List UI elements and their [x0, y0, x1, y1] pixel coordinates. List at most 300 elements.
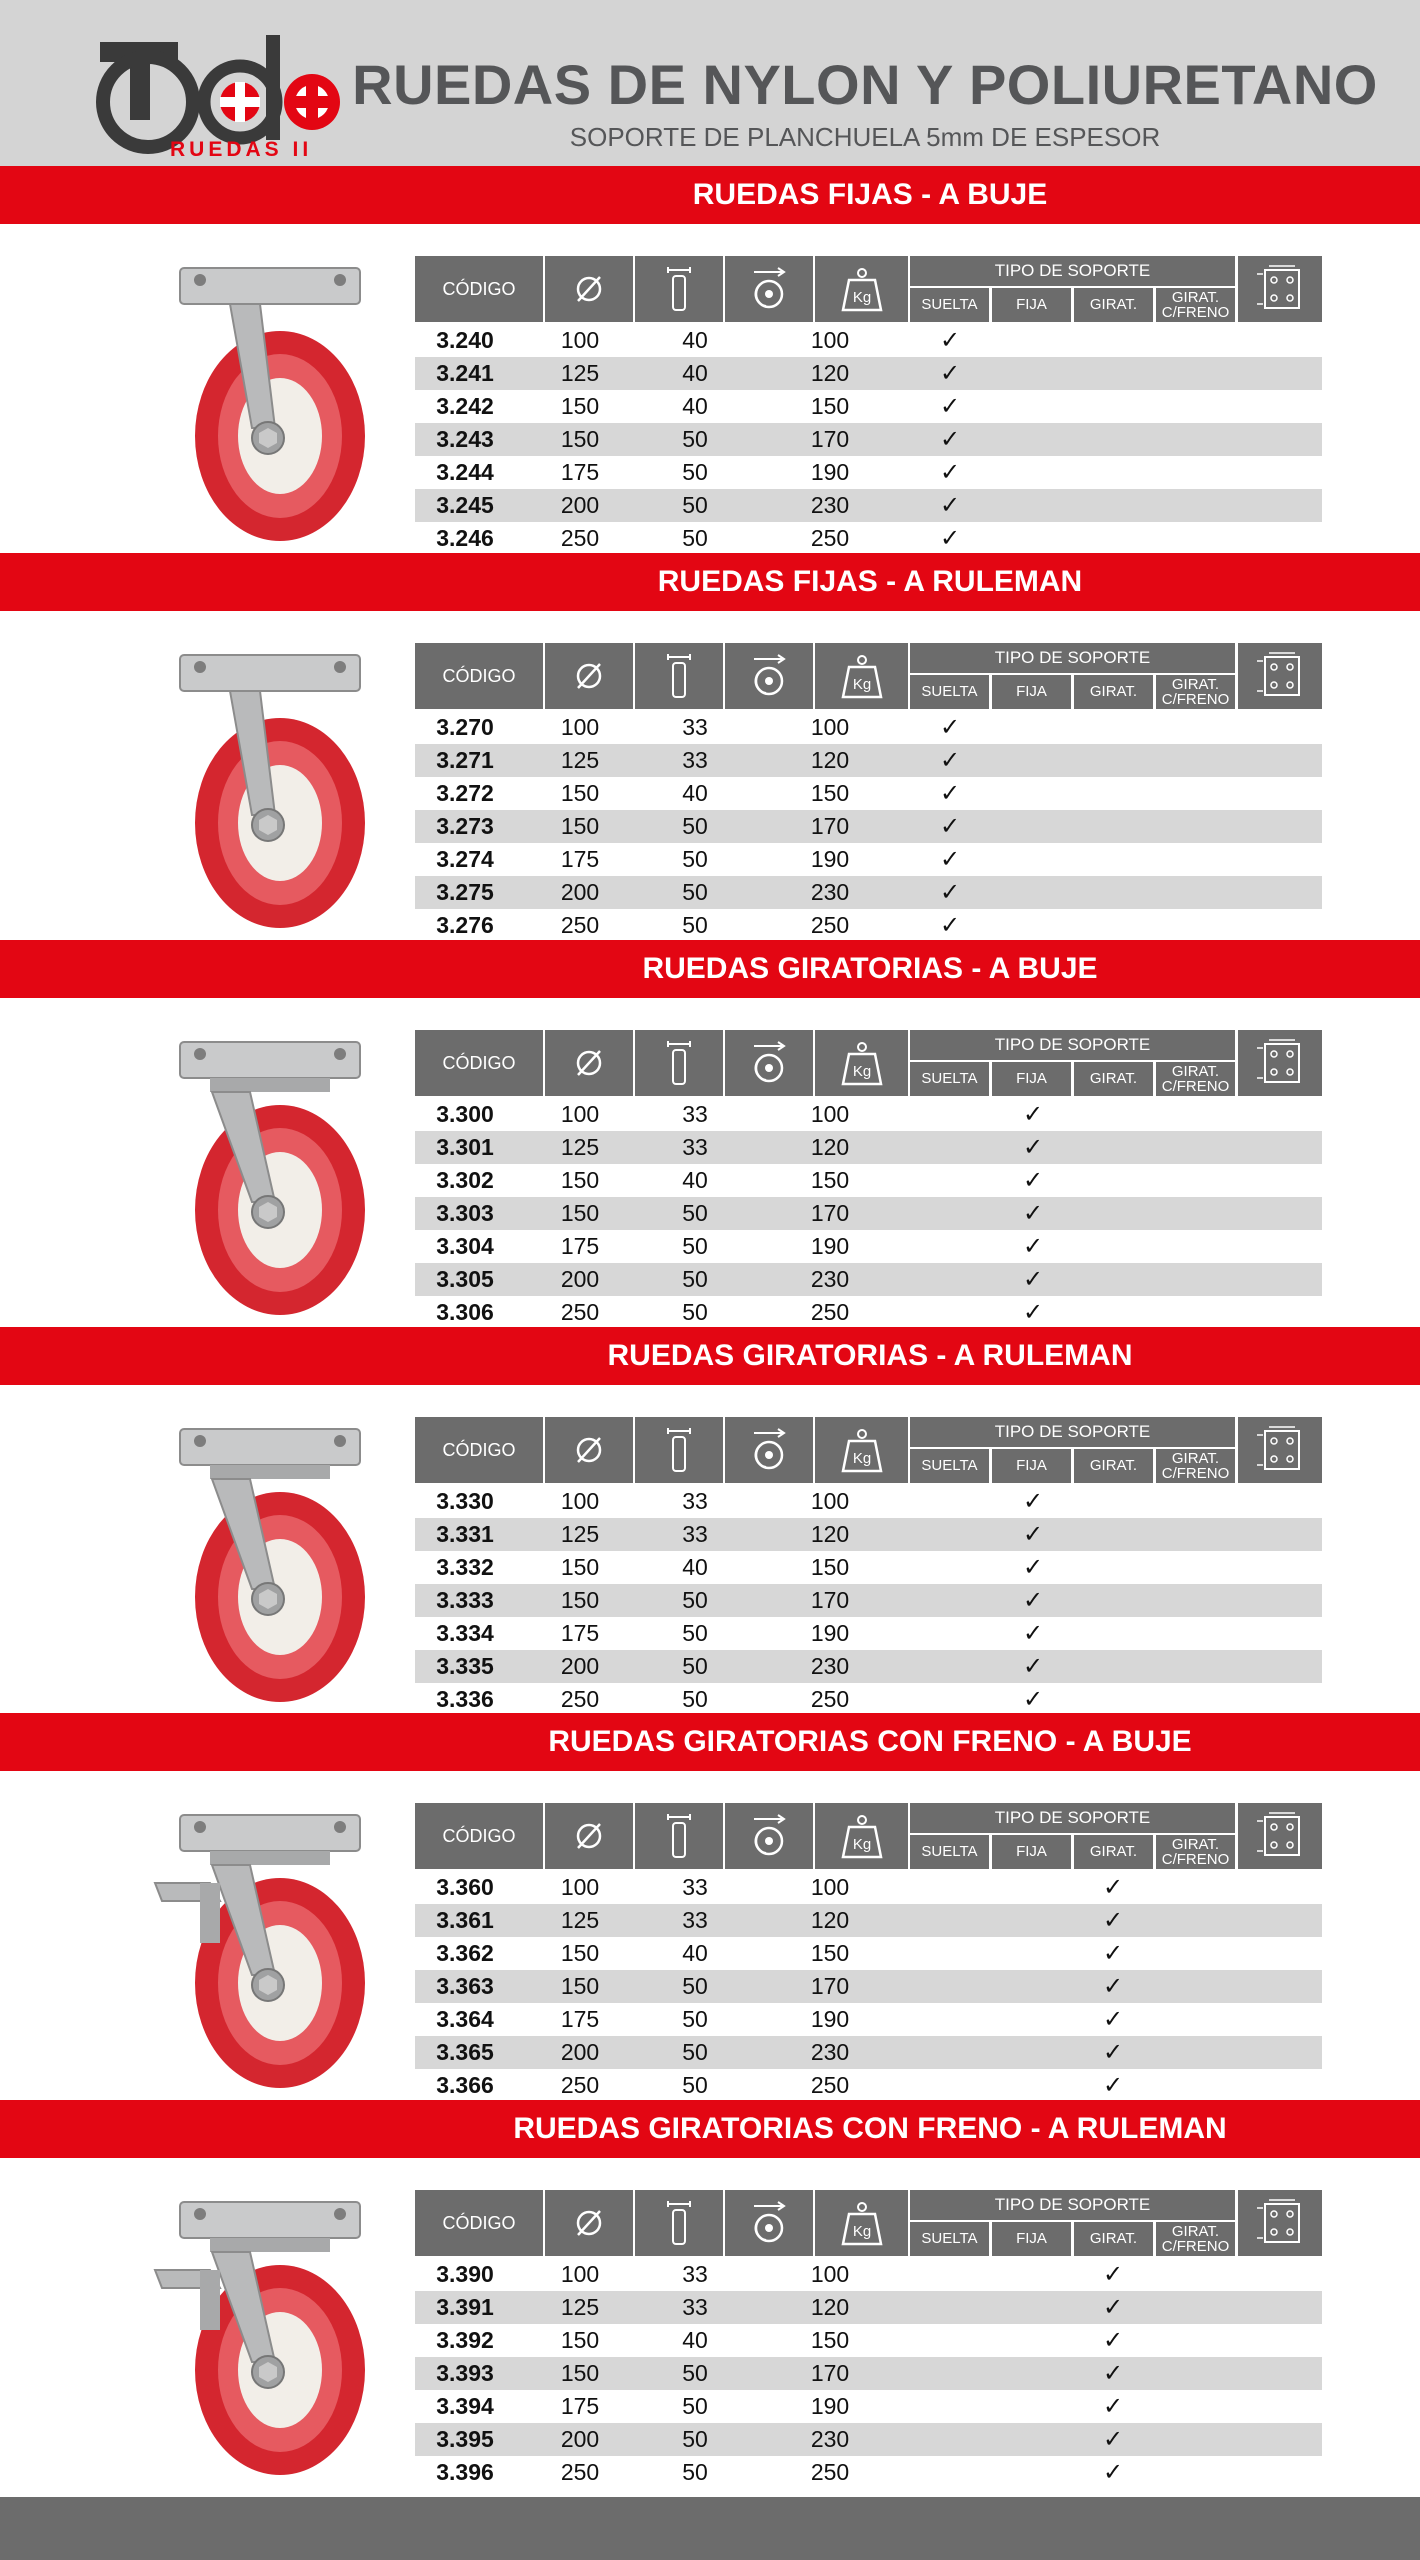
table-row — [415, 1871, 1322, 1904]
caster-wheel-image — [140, 2192, 400, 2482]
cell-support-check: ✓ — [1102, 2393, 1124, 2420]
cell-width: 50 — [682, 1299, 708, 1325]
header-girat-freno: GIRAT. C/FRENO — [1156, 1449, 1235, 1483]
header-width — [635, 643, 723, 709]
cell-width: 33 — [682, 1101, 708, 1127]
cell-weight: 230 — [810, 1266, 850, 1292]
section-title: RUEDAS GIRATORIAS - A RULEMAN — [607, 1339, 1133, 1372]
header-fija: FIJA — [992, 1449, 1071, 1483]
page-subtitle: SOPORTE DE PLANCHUELA 5mm DE ESPESOR — [569, 122, 1161, 152]
header-diameter — [545, 1030, 633, 1096]
page-footer — [0, 2497, 1420, 2560]
cell-codigo: 3.392 — [436, 2327, 494, 2353]
table-row — [415, 1650, 1322, 1683]
header-codigo: CÓDIGO — [415, 1803, 543, 1869]
table-row — [415, 2324, 1322, 2357]
cell-diameter: 175 — [560, 459, 600, 485]
rolling-icon — [744, 2198, 794, 2248]
header-rolling — [725, 256, 813, 322]
header-suelta: SUELTA — [910, 288, 989, 322]
header-plate — [1238, 1417, 1322, 1483]
cell-weight: 150 — [810, 1940, 850, 1966]
width-icon — [654, 651, 704, 701]
width-icon — [654, 1038, 704, 1088]
cell-support-check: ✓ — [939, 459, 961, 486]
cell-codigo: 3.244 — [436, 459, 494, 485]
cell-width: 50 — [682, 525, 708, 551]
cell-weight: 190 — [810, 459, 850, 485]
header-plate — [1238, 1030, 1322, 1096]
svg-text:Kg: Kg — [852, 1836, 871, 1853]
cell-weight: 120 — [810, 1907, 850, 1933]
plate-icon — [1255, 1811, 1305, 1861]
rolling-icon — [744, 1811, 794, 1861]
svg-text:Kg: Kg — [852, 1450, 871, 1467]
width-icon — [654, 264, 704, 314]
rolling-icon — [744, 1425, 794, 1475]
weight-icon — [837, 2198, 887, 2248]
cell-weight: 190 — [810, 2393, 850, 2419]
header-width — [635, 1803, 723, 1869]
section-title: RUEDAS GIRATORIAS CON FRENO - A BUJE — [548, 1725, 1192, 1758]
table-row — [415, 2423, 1322, 2456]
header-fija: FIJA — [992, 675, 1071, 709]
cell-width: 50 — [682, 426, 708, 452]
header-weight — [815, 2190, 908, 2256]
header-girat-freno: GIRAT. C/FRENO — [1156, 1062, 1235, 1096]
cell-width: 33 — [682, 1134, 708, 1160]
cell-codigo: 3.361 — [436, 1907, 494, 1933]
cell-weight: 100 — [810, 1488, 850, 1514]
cell-support-check: ✓ — [1102, 2006, 1124, 2033]
cell-diameter: 250 — [560, 1299, 600, 1325]
cell-width: 50 — [682, 1686, 708, 1712]
logo-subtext: RUEDAS II — [170, 138, 313, 160]
cell-weight: 120 — [810, 360, 850, 386]
table-row — [415, 2357, 1322, 2390]
cell-diameter: 150 — [560, 1940, 600, 1966]
cell-support-check: ✓ — [939, 813, 961, 840]
table-row — [415, 1937, 1322, 1970]
diameter-icon — [564, 2198, 614, 2248]
cell-support-check: ✓ — [1022, 1488, 1044, 1515]
cell-diameter: 100 — [560, 1488, 600, 1514]
header-rolling — [725, 643, 813, 709]
cell-weight: 100 — [810, 327, 850, 353]
cell-width: 40 — [682, 780, 708, 806]
cell-width: 50 — [682, 1587, 708, 1613]
cell-codigo: 3.303 — [436, 1200, 494, 1226]
cell-width: 50 — [682, 846, 708, 872]
cell-width: 50 — [682, 1266, 708, 1292]
header-diameter — [545, 1417, 633, 1483]
table-row — [415, 1230, 1322, 1263]
table-row — [415, 1551, 1322, 1584]
cell-weight: 230 — [810, 1653, 850, 1679]
cell-support-check: ✓ — [1022, 1521, 1044, 1548]
header-rolling — [725, 1030, 813, 1096]
table-row — [415, 1970, 1322, 2003]
header-weight — [815, 1030, 908, 1096]
cell-support-check: ✓ — [1102, 2072, 1124, 2099]
table-row — [415, 777, 1322, 810]
table-row — [415, 1904, 1322, 1937]
cell-weight: 170 — [810, 1587, 850, 1613]
cell-support-check: ✓ — [1022, 1233, 1044, 1260]
cell-width: 33 — [682, 747, 708, 773]
cell-width: 33 — [682, 1907, 708, 1933]
cell-support-check: ✓ — [1022, 1200, 1044, 1227]
cell-weight: 100 — [810, 1101, 850, 1127]
cell-width: 40 — [682, 360, 708, 386]
cell-support-check: ✓ — [939, 714, 961, 741]
header-suelta: SUELTA — [910, 2222, 989, 2256]
header-weight — [815, 643, 908, 709]
cell-width: 40 — [682, 1940, 708, 1966]
cell-diameter: 150 — [560, 1554, 600, 1580]
cell-diameter: 250 — [560, 912, 600, 938]
header-tipo-soporte: TIPO DE SOPORTE — [910, 1803, 1235, 1833]
cell-support-check: ✓ — [1102, 2294, 1124, 2321]
cell-diameter: 150 — [560, 813, 600, 839]
table-row — [415, 1485, 1322, 1518]
header-fija: FIJA — [992, 288, 1071, 322]
section-title-band — [0, 1713, 1420, 1771]
cell-weight: 150 — [810, 2327, 850, 2353]
header-tipo-soporte: TIPO DE SOPORTE — [910, 643, 1235, 673]
table-row — [415, 876, 1322, 909]
diameter-icon — [564, 1038, 614, 1088]
header-weight — [815, 1417, 908, 1483]
cell-codigo: 3.304 — [436, 1233, 494, 1259]
cell-codigo: 3.362 — [436, 1940, 494, 1966]
cell-weight: 250 — [810, 1299, 850, 1325]
cell-diameter: 250 — [560, 2072, 600, 2098]
table-row — [415, 1098, 1322, 1131]
cell-width: 33 — [682, 2261, 708, 2287]
cell-diameter: 175 — [560, 846, 600, 872]
cell-support-check: ✓ — [1022, 1266, 1044, 1293]
cell-support-check: ✓ — [939, 912, 961, 939]
header-diameter — [545, 2190, 633, 2256]
cell-weight: 230 — [810, 2426, 850, 2452]
width-icon — [654, 2198, 704, 2248]
cell-codigo: 3.363 — [436, 1973, 494, 1999]
cell-codigo: 3.330 — [436, 1488, 494, 1514]
cell-codigo: 3.394 — [436, 2393, 494, 2419]
header-tipo-soporte: TIPO DE SOPORTE — [910, 2190, 1235, 2220]
header-width — [635, 1030, 723, 1096]
cell-width: 50 — [682, 1973, 708, 1999]
section-4 — [0, 1327, 1420, 1715]
cell-diameter: 150 — [560, 2360, 600, 2386]
table-row — [415, 1131, 1322, 1164]
cell-codigo: 3.305 — [436, 1266, 494, 1292]
cell-support-check: ✓ — [939, 492, 961, 519]
diameter-icon — [564, 1811, 614, 1861]
cell-diameter: 100 — [560, 1101, 600, 1127]
cell-diameter: 125 — [560, 360, 600, 386]
table-row — [415, 2258, 1322, 2291]
table-row — [415, 810, 1322, 843]
width-icon — [654, 1811, 704, 1861]
cell-weight: 170 — [810, 426, 850, 452]
table-row — [415, 711, 1322, 744]
cell-codigo: 3.360 — [436, 1874, 494, 1900]
cell-width: 33 — [682, 714, 708, 740]
cell-width: 50 — [682, 2039, 708, 2065]
cell-diameter: 150 — [560, 1200, 600, 1226]
cell-width: 50 — [682, 1653, 708, 1679]
cell-codigo: 3.302 — [436, 1167, 494, 1193]
cell-diameter: 100 — [560, 2261, 600, 2287]
table-body — [415, 711, 1322, 942]
cell-weight: 230 — [810, 492, 850, 518]
cell-support-check: ✓ — [939, 360, 961, 387]
cell-codigo: 3.366 — [436, 2072, 494, 2098]
cell-width: 40 — [682, 2327, 708, 2353]
cell-diameter: 150 — [560, 1973, 600, 1999]
header-rolling — [725, 1417, 813, 1483]
weight-icon — [837, 1425, 887, 1475]
cell-codigo: 3.240 — [436, 327, 494, 353]
cell-diameter: 150 — [560, 393, 600, 419]
weight-icon — [837, 651, 887, 701]
caster-wheel-image — [140, 1032, 400, 1322]
cell-codigo: 3.242 — [436, 393, 494, 419]
cell-weight: 150 — [810, 1554, 850, 1580]
header-weight — [815, 256, 908, 322]
table-row — [415, 390, 1322, 423]
cell-width: 50 — [682, 2072, 708, 2098]
cell-codigo: 3.245 — [436, 492, 494, 518]
table-row — [415, 843, 1322, 876]
rolling-icon — [744, 651, 794, 701]
table-row — [415, 1296, 1322, 1329]
cell-weight: 250 — [810, 2459, 850, 2485]
header-girat: GIRAT. — [1074, 1835, 1153, 1869]
caster-wheel-image — [140, 1419, 400, 1709]
cell-width: 33 — [682, 2294, 708, 2320]
table-row — [415, 909, 1322, 942]
cell-weight: 170 — [810, 813, 850, 839]
cell-width: 50 — [682, 879, 708, 905]
section-title: RUEDAS FIJAS - A RULEMAN — [657, 565, 1083, 598]
cell-diameter: 100 — [560, 327, 600, 353]
cell-diameter: 125 — [560, 1521, 600, 1547]
header-width — [635, 256, 723, 322]
cell-codigo: 3.246 — [436, 525, 494, 551]
diameter-icon — [564, 1425, 614, 1475]
cell-codigo: 3.243 — [436, 426, 494, 452]
cell-support-check: ✓ — [1102, 1907, 1124, 1934]
table-row — [415, 1197, 1322, 1230]
cell-support-check: ✓ — [1102, 1973, 1124, 2000]
header-plate — [1238, 2190, 1322, 2256]
cell-codigo: 3.393 — [436, 2360, 494, 2386]
svg-text:Kg: Kg — [852, 1063, 871, 1080]
weight-icon — [837, 264, 887, 314]
header-width — [635, 1417, 723, 1483]
section-3 — [0, 940, 1420, 1328]
cell-diameter: 200 — [560, 492, 600, 518]
svg-text:Kg: Kg — [852, 676, 871, 693]
cell-codigo: 3.271 — [436, 747, 494, 773]
cell-weight: 230 — [810, 2039, 850, 2065]
cell-weight: 250 — [810, 1686, 850, 1712]
plate-icon — [1255, 1038, 1305, 1088]
cell-diameter: 175 — [560, 1233, 600, 1259]
caster-wheel-image — [140, 1805, 400, 2095]
header-codigo: CÓDIGO — [415, 256, 543, 322]
table-row — [415, 1683, 1322, 1716]
header-codigo: CÓDIGO — [415, 643, 543, 709]
section-title-band — [0, 1327, 1420, 1385]
cell-codigo: 3.274 — [436, 846, 494, 872]
svg-text:Kg: Kg — [852, 2223, 871, 2240]
table-row — [415, 2003, 1322, 2036]
cell-codigo: 3.300 — [436, 1101, 494, 1127]
cell-weight: 120 — [810, 1521, 850, 1547]
cell-weight: 250 — [810, 2072, 850, 2098]
diameter-icon — [564, 264, 614, 314]
cell-diameter: 100 — [560, 1874, 600, 1900]
cell-codigo: 3.241 — [436, 360, 494, 386]
cell-support-check: ✓ — [939, 747, 961, 774]
cell-width: 50 — [682, 1233, 708, 1259]
caster-wheel-image — [140, 645, 400, 935]
cell-width: 40 — [682, 327, 708, 353]
header-girat: GIRAT. — [1074, 675, 1153, 709]
cell-support-check: ✓ — [1022, 1620, 1044, 1647]
cell-support-check: ✓ — [939, 426, 961, 453]
weight-icon — [837, 1811, 887, 1861]
cell-diameter: 150 — [560, 780, 600, 806]
header-girat-freno: GIRAT. C/FRENO — [1156, 675, 1235, 709]
cell-codigo: 3.334 — [436, 1620, 494, 1646]
cell-width: 50 — [682, 813, 708, 839]
cell-diameter: 200 — [560, 1266, 600, 1292]
cell-codigo: 3.272 — [436, 780, 494, 806]
table-row — [415, 2291, 1322, 2324]
header-plate — [1238, 1803, 1322, 1869]
cell-diameter: 125 — [560, 2294, 600, 2320]
table-body — [415, 1098, 1322, 1329]
header-suelta: SUELTA — [910, 1449, 989, 1483]
plate-icon — [1255, 651, 1305, 701]
cell-codigo: 3.273 — [436, 813, 494, 839]
cell-support-check: ✓ — [1022, 1134, 1044, 1161]
table-row — [415, 522, 1322, 555]
cell-diameter: 175 — [560, 1620, 600, 1646]
rolling-icon — [744, 264, 794, 314]
cell-support-check: ✓ — [1102, 1874, 1124, 1901]
header-tipo-soporte: TIPO DE SOPORTE — [910, 1417, 1235, 1447]
cell-codigo: 3.270 — [436, 714, 494, 740]
page-header — [0, 0, 1420, 168]
cell-support-check: ✓ — [939, 846, 961, 873]
table-header — [415, 256, 1322, 322]
cell-diameter: 200 — [560, 2039, 600, 2065]
cell-diameter: 175 — [560, 2006, 600, 2032]
cell-diameter: 250 — [560, 1686, 600, 1712]
header-diameter — [545, 643, 633, 709]
table-header — [415, 1417, 1322, 1483]
cell-diameter: 150 — [560, 426, 600, 452]
header-codigo: CÓDIGO — [415, 2190, 543, 2256]
cell-support-check: ✓ — [1022, 1587, 1044, 1614]
cell-weight: 150 — [810, 780, 850, 806]
table-header — [415, 1803, 1322, 1869]
header-girat: GIRAT. — [1074, 288, 1153, 322]
cell-weight: 100 — [810, 1874, 850, 1900]
header-girat: GIRAT. — [1074, 2222, 1153, 2256]
cell-weight: 190 — [810, 846, 850, 872]
cell-diameter: 125 — [560, 1134, 600, 1160]
table-body — [415, 324, 1322, 555]
cell-codigo: 3.332 — [436, 1554, 494, 1580]
header-girat-freno: GIRAT. C/FRENO — [1156, 1835, 1235, 1869]
cell-width: 50 — [682, 2426, 708, 2452]
header-rolling — [725, 1803, 813, 1869]
header-codigo: CÓDIGO — [415, 1417, 543, 1483]
table-row — [415, 744, 1322, 777]
cell-width: 40 — [682, 1167, 708, 1193]
cell-weight: 170 — [810, 1200, 850, 1226]
cell-width: 50 — [682, 2006, 708, 2032]
cell-width: 50 — [682, 492, 708, 518]
table-row — [415, 1518, 1322, 1551]
table-row — [415, 2036, 1322, 2069]
cell-diameter: 250 — [560, 525, 600, 551]
cell-weight: 120 — [810, 2294, 850, 2320]
diameter-icon — [564, 651, 614, 701]
cell-diameter: 200 — [560, 1653, 600, 1679]
cell-width: 33 — [682, 1488, 708, 1514]
cell-diameter: 200 — [560, 2426, 600, 2452]
cell-support-check: ✓ — [1102, 2426, 1124, 2453]
cell-support-check: ✓ — [939, 780, 961, 807]
table-row — [415, 1263, 1322, 1296]
table-body — [415, 1871, 1322, 2102]
section-6 — [0, 2100, 1420, 2488]
table-row — [415, 489, 1322, 522]
cell-width: 50 — [682, 2393, 708, 2419]
cell-weight: 230 — [810, 879, 850, 905]
cell-width: 33 — [682, 1874, 708, 1900]
cell-width: 40 — [682, 1554, 708, 1580]
cell-support-check: ✓ — [1022, 1653, 1044, 1680]
table-body — [415, 2258, 1322, 2489]
table-row — [415, 456, 1322, 489]
cell-codigo: 3.275 — [436, 879, 494, 905]
cell-codigo: 3.396 — [436, 2459, 494, 2485]
table-row — [415, 1164, 1322, 1197]
cell-codigo: 3.365 — [436, 2039, 494, 2065]
cell-weight: 190 — [810, 1233, 850, 1259]
header-suelta: SUELTA — [910, 1062, 989, 1096]
cell-codigo: 3.390 — [436, 2261, 494, 2287]
cell-weight: 170 — [810, 1973, 850, 1999]
cell-weight: 120 — [810, 1134, 850, 1160]
cell-diameter: 150 — [560, 1587, 600, 1613]
cell-codigo: 3.395 — [436, 2426, 494, 2452]
cell-support-check: ✓ — [1022, 1299, 1044, 1326]
cell-support-check: ✓ — [1102, 2360, 1124, 2387]
width-icon — [654, 1425, 704, 1475]
table-row — [415, 2069, 1322, 2102]
table-row — [415, 357, 1322, 390]
